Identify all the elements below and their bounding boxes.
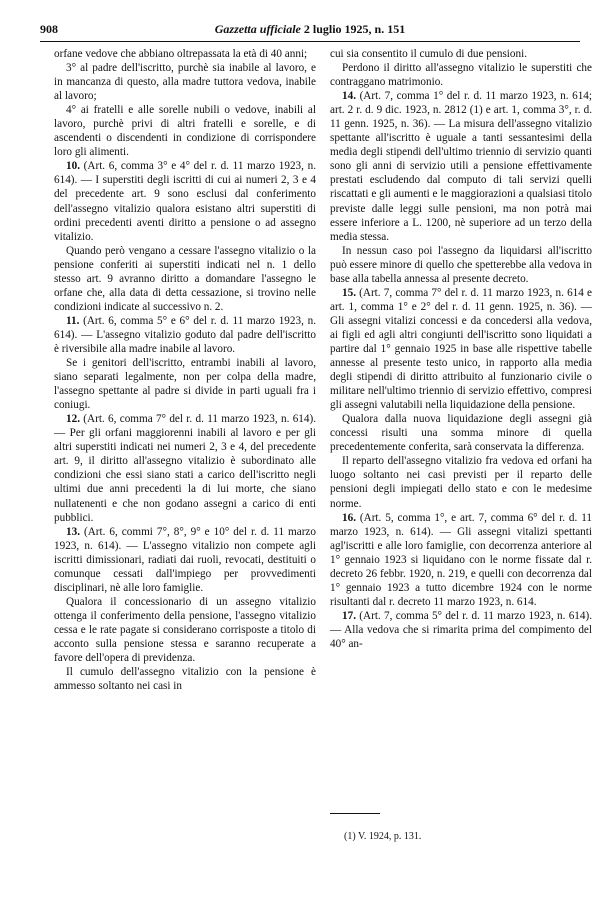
article-text: (Art. 7, comma 1° del r. d. 11 marzo 1923, n. 614; art. 2 r. d. 9 dic. 1923, n. 2812 (1) e art. 1, comma 3°, r. d. 11 genn. 1925, n. 36). — La misura dell'assegno vitalizio spettante all'iscritto è uguale a tanti sessantesimi della media degli stipendi dell'ultimo triennio di servizio quanti sono gli anni di servizio utili a pensione effettivamente prestati escludendo dal computo di tali servizi quelli riscattati e gli aumenti e le maggiorazioni a qualsiasi titolo previste dalle leggi sulle pensioni, ma non potrà mai essere inferiore a L. 1200, nè superiore ad un terzo della media stessa. bbox=[330, 90, 592, 243]
paragraph: 3° al padre dell'iscritto, purchè sia inabile al lavoro, e in mancanza di questo, alla madre tuttora vedova, inabile al lavoro; bbox=[54, 62, 316, 103]
article-number: 10. bbox=[66, 160, 80, 173]
page-header bbox=[40, 22, 580, 38]
left-column bbox=[54, 47, 316, 693]
footnote: (1) V. 1924, p. 131. bbox=[344, 831, 422, 842]
paragraph: In nessun caso poi l'assegno da liquidarsi all'iscritto può essere minore di quello che spetterebbe alla vedova in base alla tabella annessa al presente decreto. bbox=[330, 244, 592, 285]
article-17 bbox=[330, 609, 592, 651]
header-rule bbox=[40, 41, 580, 42]
article-text: (Art. 6, commi 7°, 8°, 9° e 10° del r. d. 11 marzo 1923, n. 614). — L'assegno vitalizio non compete agli iscritti dimissionari, radiati dai ruoli, revocati, destituiti o comunque cessati dall'impiego per provvedimenti disciplinari, nè alle loro famiglie. bbox=[54, 525, 316, 594]
article-text: (Art. 6, comma 5° e 6° del r. d. 11 marzo 1923, n. 614). — L'assegno vitalizio goduto dal padre dell'iscritto è riversibile alla madre inabile al lavoro. bbox=[54, 314, 316, 355]
article-number: 13. bbox=[66, 525, 80, 538]
article-14 bbox=[330, 89, 592, 244]
footnote-rule bbox=[330, 813, 380, 814]
running-title bbox=[40, 22, 580, 37]
paragraph: Se i genitori dell'iscritto, entrambi inabili al lavoro, siano separati legalmente, non per colpa della madre, l'assegno spettante al padre si divide in parti uguali fra i coniugi. bbox=[54, 357, 316, 412]
article-text: (Art. 6, comma 3° e 4° del r. d. 11 marzo 1923, n. 614). — I superstiti degli iscritti di cui ai numeri 2, 3 e 4 del precedente art. 9 sono esclusi dal conferimento dell'assegno vitalizio qualora esistano altri superstiti di ordini precedenti aventi diritto a pensione o ad assegno vitalizio. bbox=[54, 160, 316, 243]
paragraph: cui sia consentito il cumulo di due pensioni. bbox=[330, 48, 527, 60]
article-number: 12. bbox=[66, 413, 80, 426]
right-column bbox=[330, 47, 592, 651]
paragraph: Il cumulo dell'assegno vitalizio con la pensione è ammesso soltanto nei casi in bbox=[54, 666, 316, 693]
article-12 bbox=[54, 412, 316, 524]
article-text: (Art. 7, comma 7° del r. d. 11 marzo 1923, n. 614 e art. 1, comma 1° e 2° del r. d. 11 genn. 1925, n. 36). — Gli assegni vitalizi concessi e da concedersi alla vedova, ai figli ed agli altri congiunti dell'iscritto sono liquidati a partire dal 1° gennaio 1925 in base alle rispettive tabelle annesse al presente testo unico, in rapporto alla media degli stipendi di diritto attribuito al funzionario civile o militare nell'ultimo triennio di servizio effettivo, compresi gli assegni valutabili nella liquidazione della pensione. bbox=[330, 286, 592, 412]
article-number: 16. bbox=[342, 511, 356, 524]
article-text: (Art. 5, comma 1°, e art. 7, comma 6° del r. d. 11 marzo 1923, n. 614). — Gli assegni vitalizi spettanti agl'iscritti e alle loro famiglie, con decorrenza anteriore al 1° gennaio 1923 si liquidano con le norme fissate dal r. decreto 26 febbr. 1920, n. 219, e quelli con decorrenza dal 1° gennaio 1923 a tutto dicembre 1924 con le norme risultanti dal r. decreto 11 marzo 1923, n. 614. bbox=[330, 511, 592, 608]
paragraph: Il reparto dell'assegno vitalizio fra vedova ed orfani ha luogo soltanto nei casi previsti per il reparto delle pensioni degli impiegati dello stato e con le medesime norme. bbox=[330, 455, 592, 510]
paragraph: Quando però vengano a cessare l'assegno vitalizio o la pensione conferiti ai superstiti indicati nel n. 1 dello stesso art. 9 avranno diritto a domandare l'assegno le orfane che, alla data di detta cessazione, si trovino nelle condizioni indicate al successivo n. 2. bbox=[54, 244, 316, 313]
issue-date: 2 luglio 1925, n. 151 bbox=[303, 22, 406, 36]
paragraph: Perdono il diritto all'assegno vitalizio le superstiti che contraggano matrimonio. bbox=[330, 62, 592, 89]
article-text: (Art. 7, comma 5° del r. d. 11 marzo 1923, n. 614). — Alla vedova che si rimarita prima del compimento del 40° an- bbox=[330, 609, 592, 650]
paragraph: Qualora dalla nuova liquidazione degli assegni già concessi risulti una somma minore di quella precedentemente conferita, sarà conservata la differenza. bbox=[330, 413, 592, 454]
article-11 bbox=[54, 314, 316, 356]
paragraph: Qualora il concessionario di un assegno vitalizio ottenga il conferimento della pensione, l'assegno vitalizio cessa e le rate pagate si considerano corrisposte a titolo di acconto sulla pensione stessa e saranno recuperate a favore dell'opera di previdenza. bbox=[54, 595, 316, 665]
paragraph: 4° ai fratelli e alle sorelle nubili o vedove, inabili al lavoro, purchè privi di altri fratelli e sorelle, e di ascendenti o discendenti in condizione di corrispondere loro gli alimenti. bbox=[54, 104, 316, 159]
article-number: 15. bbox=[342, 286, 356, 299]
article-16 bbox=[330, 511, 592, 609]
journal-name: Gazzetta ufficiale bbox=[214, 22, 301, 36]
article-number: 14. bbox=[342, 90, 356, 103]
article-10 bbox=[54, 159, 316, 243]
article-number: 17. bbox=[342, 609, 356, 622]
article-number: 11. bbox=[66, 314, 80, 327]
article-15 bbox=[330, 286, 592, 412]
article-text: (Art. 6, comma 7° del r. d. 11 marzo 1923, n. 614). — Per gli orfani maggiorenni inabili al lavoro e per gli altri superstiti indicati nei numeri 2, 3 e 4, del precedente art. 9, il diritto all'assegno vitalizio è subordinato alle condizioni che essi siano stati a carico dell'iscritto negli ultimi due anni precedenti la di lui morte, che siano nullatenenti e che non godano assegni a carico di enti pubblici. bbox=[54, 413, 316, 524]
page-number: 908 bbox=[40, 22, 58, 36]
article-13 bbox=[54, 525, 316, 595]
paragraph: orfane vedove che abbiano oltrepassata la età di 40 anni; bbox=[54, 48, 308, 60]
